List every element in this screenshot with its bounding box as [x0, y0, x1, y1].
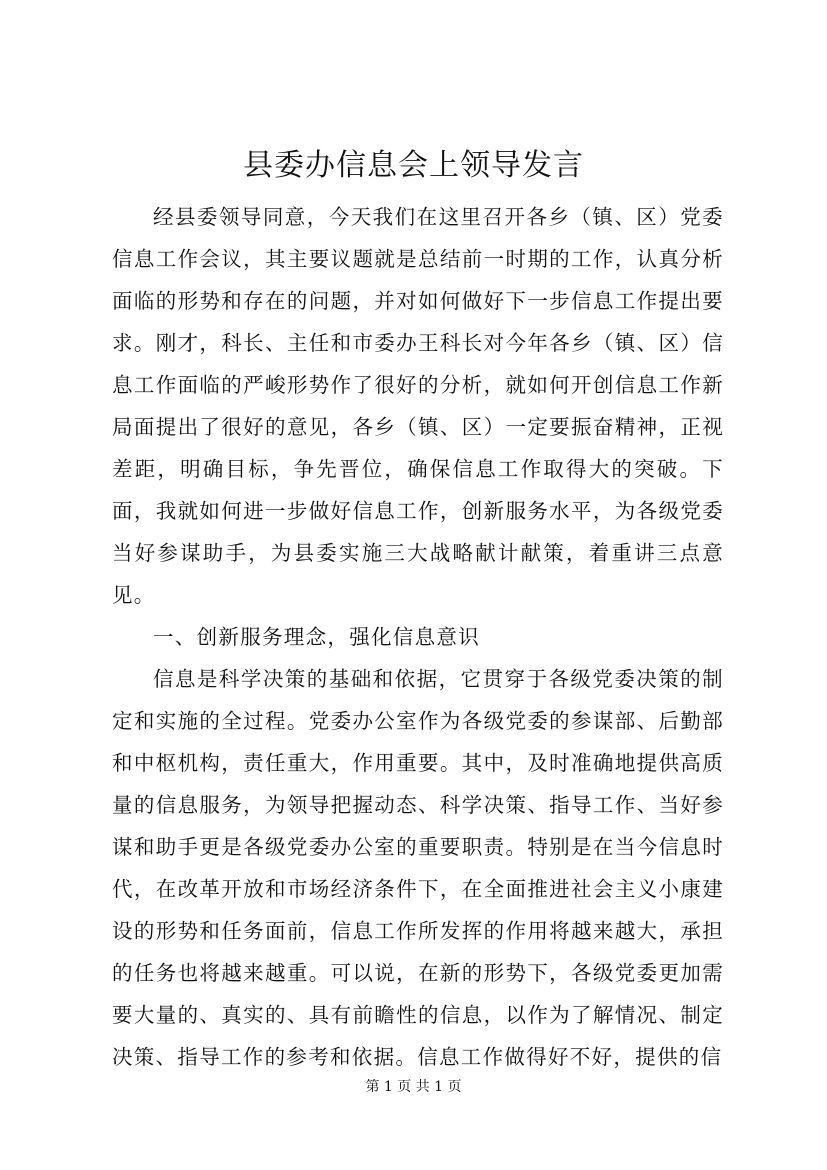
- page-footer: 第 1 页 共 1 页: [365, 1079, 462, 1095]
- intro-paragraph: 经县委领导同意，今天我们在这里召开各乡（镇、区）党委信息工作会议，其主要议题就是总结前一时期的工作，认真分析面临的形势和存在的问题，并对如何做好下一步信息工作提出要求。刚才，科长、主任和市委办王科长对今年各乡（镇、区）信息工作面临的严峻形势作了很好的分析，就如何开创信息工作新局面提出了很好的意见，各乡（镇、区）一定要振奋精神，正视差距，明确目标，争先晋位，确保信息工作取得大的突破。下面，我就如何进一步做好信息工作，创新服务水平，为各级党委当好参谋助手，为县委实施三大战略献计献策，着重讲三点意见。: [112, 205, 724, 607]
- section-paragraph: 信息是科学决策的基础和依据，它贯穿于各级党委决策的制定和实施的全过程。党委办公室作为各级党委的参谋部、后勤部和中枢机构，责任重大，作用重要。其中，及时准确地提供高质量的信息服务，为领导把握动态、科学决策、指导工作、当好参谋和助手更是各级党委办公室的重要职责。特别是在当今信息时代，在改革开放和市场经济条件下，在全面推进社会主义小康建设的形势和任务面前，信息工作所发挥的作用将越来越大，承担的任务也将越来越重。可以说，在新的形势下，各级党委更加需要大量的、真实的、具有前瞻性的信息，以作为了解情况、制定决策、指导工作的参考和依据。信息工作做得好不好，提供的信: [112, 667, 724, 1069]
- document-title: 县委办信息会上领导发言: [243, 148, 584, 183]
- document-body: [112, 196, 724, 1078]
- section-heading: 一、创新服务理念，强化信息意识: [153, 625, 480, 649]
